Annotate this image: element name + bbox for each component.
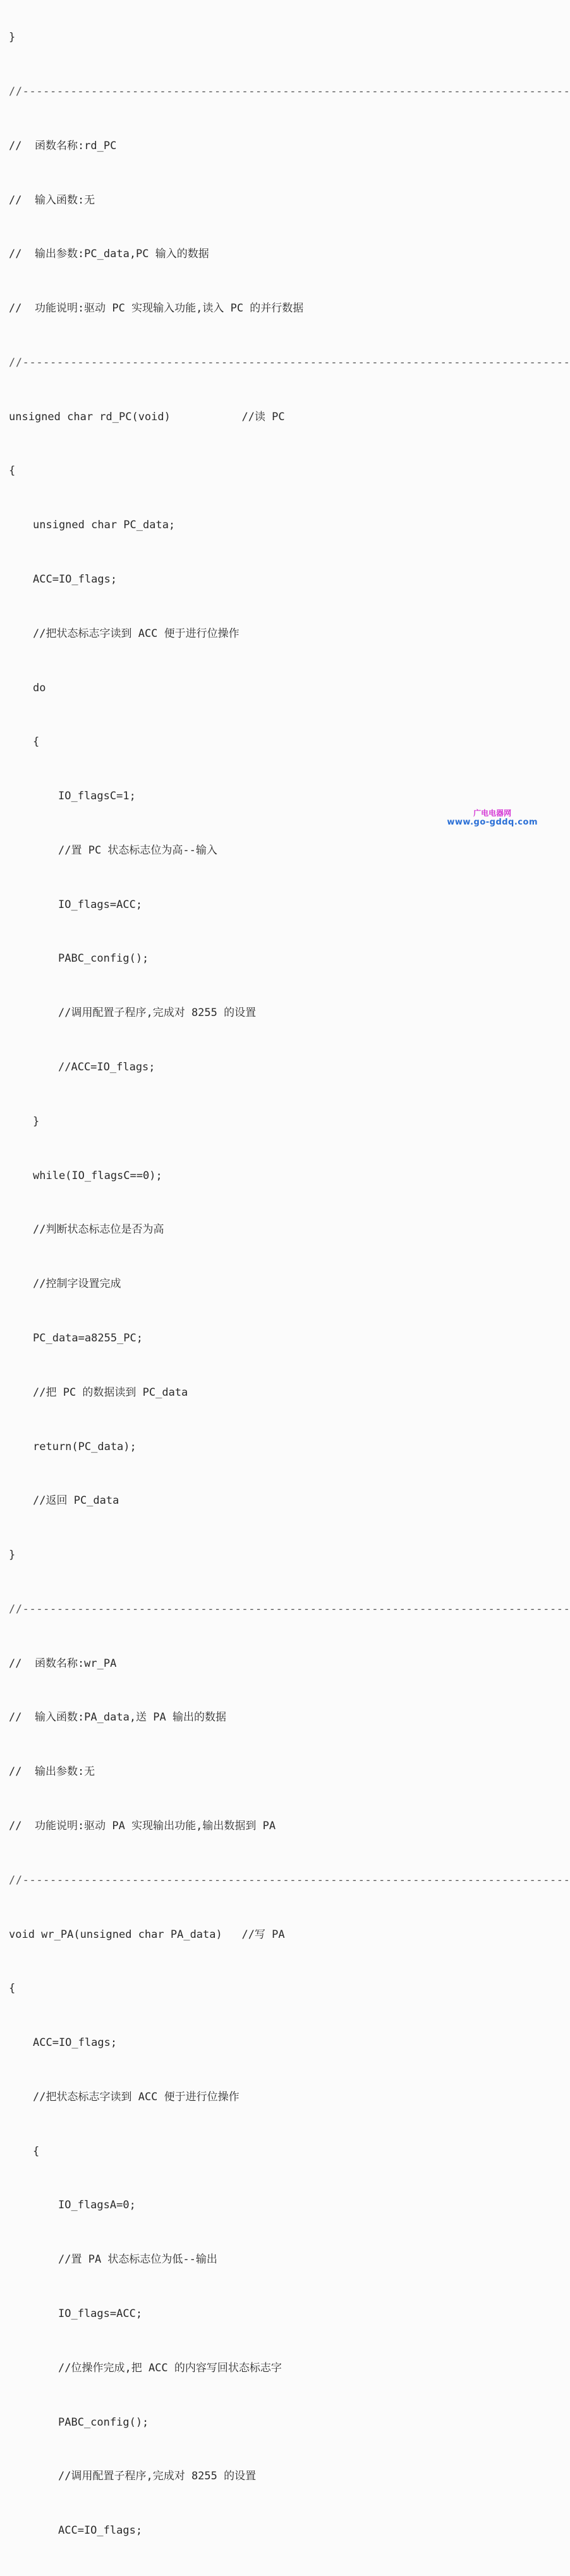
code-line: ACC=IO_flags; <box>58 2524 143 2537</box>
comment-function-name: // 函数名称:rd_PC <box>9 139 117 152</box>
code-line: PABC_config(); <box>58 952 149 965</box>
code-comment: //把状态标志字读到 ACC 便于进行位操作 <box>33 2090 240 2103</box>
code-line: } <box>9 31 16 44</box>
function-signature: void wr_PA(unsigned char PA_data) //写 PA <box>9 1928 285 1941</box>
code-line: ACC=IO_flags; <box>33 573 118 586</box>
code-comment: //把状态标志字读到 ACC 便于进行位操作 <box>33 627 240 640</box>
code-comment: //ACC=IO_flags; <box>58 1061 155 1074</box>
comment-input: // 输入函数:PA_data,送 PA 输出的数据 <box>9 1711 226 1724</box>
code-line: { <box>9 1982 16 1995</box>
code-comment: //调用配置子程序,完成对 8255 的设置 <box>58 2470 257 2483</box>
code-line: { <box>9 464 16 478</box>
code-line: while(IO_flagsC==0); <box>33 1169 162 1182</box>
code-line: { <box>33 735 40 749</box>
code-line: ACC=IO_flags; <box>33 2036 118 2050</box>
separator-line: //-------------------------------------------------------------------------------- <box>9 1602 570 1616</box>
code-comment: //位操作完成,把 ACC 的内容写回状态标志字 <box>58 2361 282 2374</box>
site-watermark <box>447 809 538 827</box>
code-line: } <box>33 1115 40 1128</box>
code-comment: //置 PC 状态标志位为高--输入 <box>58 844 217 857</box>
separator-line: //-------------------------------------------------------------------------------- <box>9 1873 570 1887</box>
code-line: { <box>33 2144 40 2158</box>
comment-description: // 功能说明:驱动 PA 实现输出功能,输出数据到 PA <box>9 1819 276 1832</box>
comment-output: // 输出参数:PC_data,PC 输入的数据 <box>9 248 209 261</box>
function-signature: unsigned char rd_PC(void) //读 PC <box>9 410 285 423</box>
code-line: unsigned char PC_data; <box>33 519 176 532</box>
code-line: PC_data=a8255_PC; <box>33 1331 143 1345</box>
code-line: PABC_config(); <box>58 2416 149 2429</box>
code-comment: //调用配置子程序,完成对 8255 的设置 <box>58 1007 257 1020</box>
code-comment: //返回 PC_data <box>33 1494 119 1508</box>
code-line: return(PC_data); <box>33 1440 136 1453</box>
code-comment: //置 PA 状态标志位为低--输出 <box>58 2253 217 2266</box>
code-line: IO_flags=ACC; <box>58 2307 143 2320</box>
comment-description: // 功能说明:驱动 PC 实现输入功能,读入 PC 的并行数据 <box>9 302 304 315</box>
code-listing <box>9 0 570 2576</box>
code-line: IO_flags=ACC; <box>58 898 143 911</box>
comment-input: // 输入函数:无 <box>9 193 95 207</box>
separator-line: //-------------------------------------------------------------------------------- <box>9 356 570 369</box>
code-line: IO_flagsA=0; <box>58 2199 136 2212</box>
code-line: do <box>33 681 46 694</box>
comment-function-name: // 函数名称:wr_PA <box>9 1657 117 1670</box>
comment-output: // 输出参数:无 <box>9 1765 95 1779</box>
watermark-title: 广电电器网 <box>473 809 512 818</box>
code-line: IO_flagsC=1; <box>58 790 136 803</box>
code-line: } <box>9 1549 16 1562</box>
code-comment: //判断状态标志位是否为高 <box>33 1223 164 1237</box>
separator-line: //-------------------------------------------------------------------------------- <box>9 85 570 98</box>
watermark-url: www.go-gddq.com <box>447 818 538 827</box>
code-comment: //把 PC 的数据读到 PC_data <box>33 1386 188 1399</box>
code-comment: //控制字设置完成 <box>33 1278 121 1291</box>
